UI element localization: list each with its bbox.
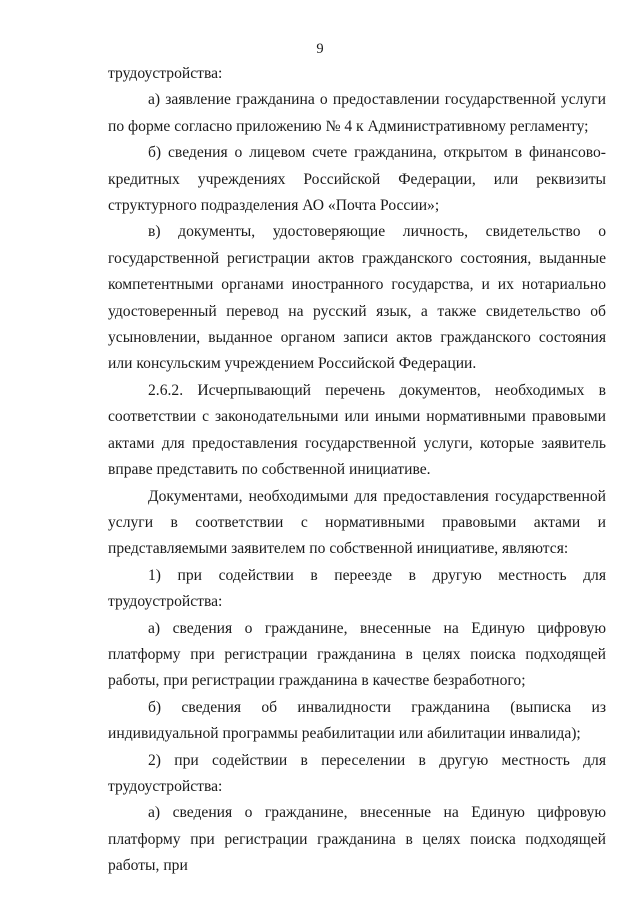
paragraph-continuation: трудоустройства: xyxy=(108,65,223,82)
page-number: 9 xyxy=(316,41,324,57)
paragraph-item-2: 2) при содействии в переселении в другую местность для трудоустройства: xyxy=(108,751,606,795)
document-body xyxy=(108,61,606,880)
paragraph-item-2a: а) сведения о гражданине, внесенные на Единую цифровую платформу при регистрации гражданина в целях поиска подходящей работы, при xyxy=(108,804,606,875)
paragraph-item-1b: б) сведения об инвалидности гражданина (выписка из индивидуальной программы реабилитации или абилитации инвалида); xyxy=(108,698,606,743)
paragraph-item-1a: а) сведения о гражданине, внесенные на Единую цифровую платформу при регистрации гражданина в целях поиска подходящей работы, при регистрации гражданина в качестве безработного; xyxy=(108,619,606,690)
paragraph-item-a: а) заявление гражданина о предоставлении государственной услуги по форме согласно приложению № 4 к Административному регламенту; xyxy=(108,91,606,135)
paragraph-item-v: в) документы, удостоверяющие личность, свидетельство о государственной регистрации актов гражданского состояния, выданные компетентными органами иностранного государства, и их нотариально удостоверенный перевод на русский язык, а также свидетельство об усыновлении, выданное органом записи актов гражданского состояния или консульским учреждением Российской Федерации. xyxy=(108,223,606,373)
paragraph-section-2-6-2: 2.6.2. Исчерпывающий перечень документов, необходимых в соответствии с законодательными или иными нормативными правовыми актами для предоставления государственной услуги, которые заявитель вправе представить по собственной инициативе. xyxy=(108,381,606,479)
paragraph-item-1: 1) при содействии в переезде в другую местность для трудоустройства: xyxy=(108,566,606,611)
paragraph-documents-intro: Документами, необходимыми для предоставления государственной услуги в соответствии с нормативными правовыми актами и представляемыми заявителем по собственной инициативе, являются: xyxy=(108,487,606,558)
paragraph-item-b: б) сведения о лицевом счете гражданина, открытом в финансово-кредитных учреждениях Российской Федерации, или реквизиты структурного подразделения АО «Почта России»; xyxy=(108,144,606,215)
